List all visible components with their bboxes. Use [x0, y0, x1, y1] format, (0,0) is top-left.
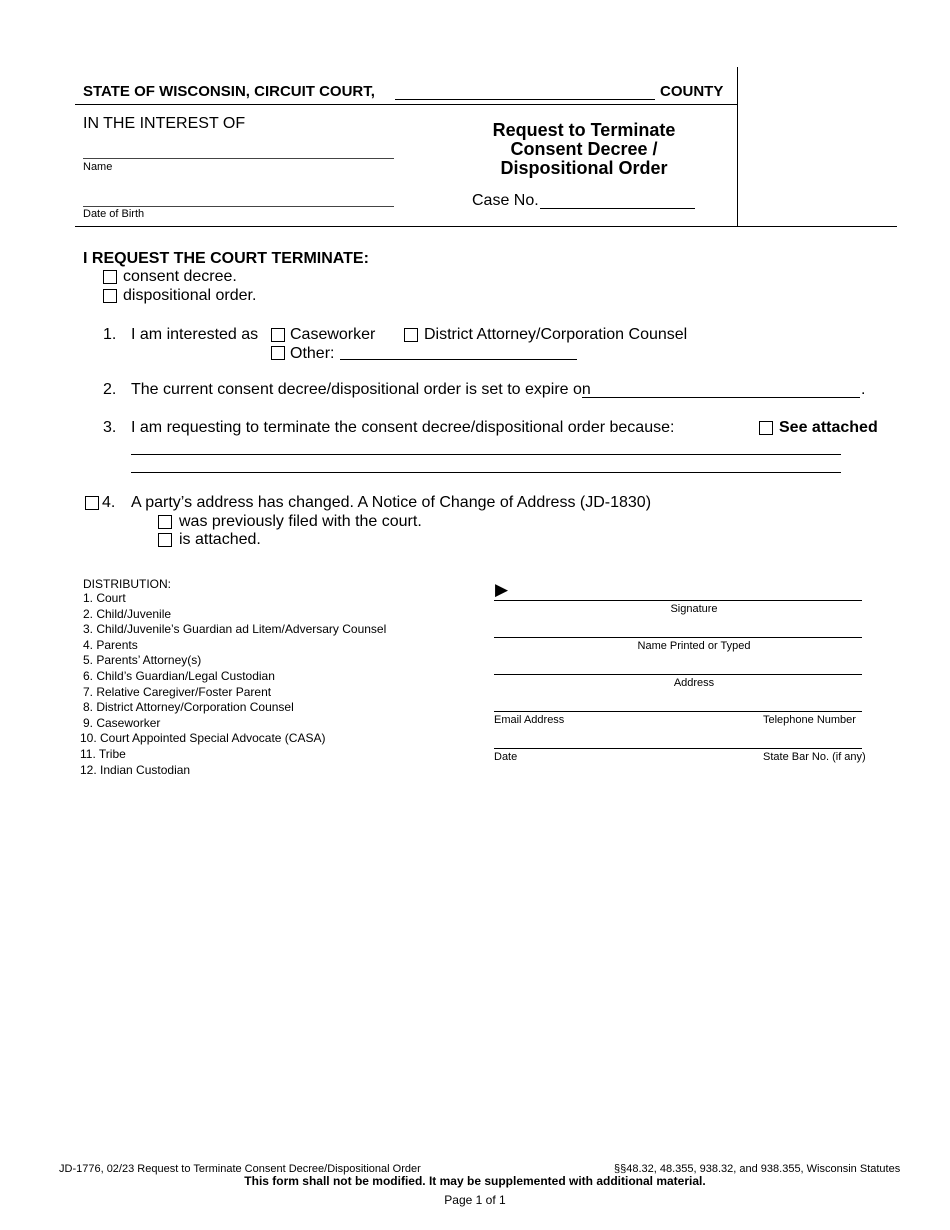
address-field[interactable] — [494, 674, 862, 675]
item-2-number: 2. — [103, 381, 117, 398]
printed-name-label: Name Printed or Typed — [637, 640, 751, 652]
list-item: 10. Court Appointed Special Advocate (CASA) — [80, 731, 326, 746]
date-bar-field[interactable] — [494, 748, 862, 749]
previously-filed-label: was previously filed with the court. — [179, 513, 422, 530]
printed-name-field[interactable] — [494, 637, 862, 638]
title-line-3: Dispositional Order — [500, 158, 668, 178]
county-label: COUNTY — [660, 83, 724, 100]
other-label: Other: — [290, 345, 335, 362]
item-1-text: I am interested as — [131, 326, 259, 343]
header-divider — [75, 104, 737, 105]
district-attorney-label: District Attorney/Corporation Counsel — [424, 326, 688, 343]
expiration-date-field[interactable] — [582, 397, 860, 398]
list-item: 5. Parents’ Attorney(s) — [83, 653, 202, 668]
form-id: JD-1776, 02/23 Request to Terminate Consent Decree/Dispositional Order — [59, 1163, 421, 1175]
dob-field[interactable] — [83, 206, 394, 207]
name-field[interactable] — [83, 158, 394, 159]
court-line-prefix: STATE OF WISCONSIN, CIRCUIT COURT, — [83, 83, 375, 100]
list-item: 7. Relative Caregiver/Foster Parent — [83, 684, 272, 699]
district-attorney-checkbox[interactable] — [404, 328, 418, 342]
address-change-checkbox[interactable] — [85, 496, 99, 510]
bar-number-label: State Bar No. (if any) — [763, 751, 866, 763]
county-name-field[interactable] — [395, 99, 655, 100]
item-4-text: A party’s address has changed. A Notice of Change of Address (JD-1830) — [131, 494, 652, 511]
reason-line-1[interactable] — [131, 454, 841, 455]
list-item: 1. Court — [83, 591, 126, 605]
other-checkbox[interactable] — [271, 346, 285, 360]
title-line-2: Consent Decree / — [510, 139, 658, 159]
dispositional-order-checkbox[interactable] — [103, 289, 117, 303]
modification-notice: This form shall not be modified. It may be supplemented with additional material. — [244, 1174, 706, 1188]
list-item: 12. Indian Custodian — [80, 762, 191, 777]
list-item: 4. Parents — [83, 637, 138, 652]
consent-decree-label: consent decree. — [123, 268, 237, 285]
consent-decree-checkbox[interactable] — [103, 270, 117, 284]
dispositional-order-label: dispositional order. — [123, 287, 257, 304]
signature-field[interactable] — [494, 600, 862, 601]
is-attached-checkbox[interactable] — [158, 533, 172, 547]
list-item: 11. Tribe — [80, 747, 126, 761]
header-bottom-rule — [75, 226, 897, 227]
email-label: Email Address — [494, 714, 565, 726]
previously-filed-checkbox[interactable] — [158, 515, 172, 529]
email-phone-field[interactable] — [494, 711, 862, 712]
interest-of-label: IN THE INTEREST OF — [83, 115, 246, 132]
item-4-number: 4. — [102, 494, 116, 511]
item-3-number: 3. — [103, 419, 117, 436]
request-heading: I REQUEST THE COURT TERMINATE: — [83, 250, 369, 267]
see-attached-label: See attached — [779, 419, 878, 436]
signature-arrow-icon: ▶ — [495, 580, 509, 599]
list-item: 6. Child’s Guardian/Legal Custodian — [83, 669, 275, 683]
case-number-label: Case No. — [472, 192, 539, 209]
list-item: 3. Child/Juvenile’s Guardian ad Litem/Adversary Counsel — [83, 622, 387, 637]
page-number: Page 1 of 1 — [444, 1193, 506, 1207]
caseworker-checkbox[interactable] — [271, 328, 285, 342]
reason-line-2[interactable] — [131, 472, 841, 473]
item-1-number: 1. — [103, 326, 117, 343]
item-2-text: The current consent decree/dispositional order is set to expire on — [131, 381, 591, 398]
other-field[interactable] — [340, 359, 577, 360]
caseworker-label: Caseworker — [290, 326, 376, 343]
date-label: Date — [494, 751, 518, 763]
list-item: 8. District Attorney/Corporation Counsel — [83, 700, 294, 715]
is-attached-label: is attached. — [179, 531, 261, 548]
header-right-border — [737, 67, 738, 226]
distribution-heading: DISTRIBUTION: — [83, 577, 172, 591]
statutes-reference: §§48.32, 48.355, 938.32, and 938.355, Wisconsin Statutes — [614, 1163, 901, 1175]
phone-label: Telephone Number — [763, 714, 856, 726]
dob-label: Date of Birth — [83, 208, 145, 220]
address-label: Address — [673, 677, 715, 689]
case-number-field[interactable] — [540, 208, 695, 209]
list-item: 2. Child/Juvenile — [83, 606, 172, 621]
item-2-period: . — [861, 381, 866, 398]
signature-label: Signature — [670, 603, 718, 615]
list-item: 9. Caseworker — [83, 715, 161, 730]
name-label: Name — [83, 161, 113, 173]
form-title — [474, 121, 694, 178]
see-attached-checkbox[interactable] — [759, 421, 773, 435]
item-3-text: I am requesting to terminate the consent decree/dispositional order because: — [131, 419, 675, 436]
title-line-1: Request to Terminate — [492, 120, 676, 140]
